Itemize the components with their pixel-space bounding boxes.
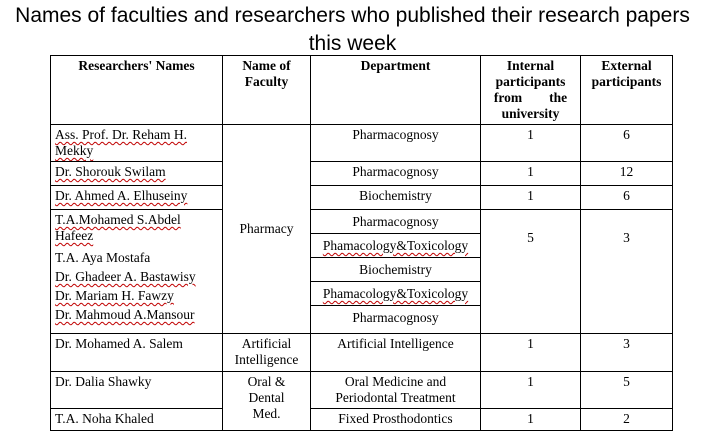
table-row-group [51, 210, 673, 334]
faculty-oral-line2: Dental [248, 390, 285, 405]
external-count: 12 [581, 162, 673, 186]
header-row [51, 56, 673, 125]
faculty-cell: Artificial Intelligence [223, 334, 311, 372]
external-count-text: 3 [623, 230, 630, 245]
external-count [581, 210, 673, 334]
researcher-name-text: T.A. Noha Khaled [55, 411, 154, 426]
faculty-oral-line3: Med. [252, 406, 281, 421]
researcher-name-text: Dr. Ghadeer A. Bastawisy [55, 269, 196, 284]
internal-count-text: 5 [527, 230, 534, 245]
faculty-oral-line1: Oral & [247, 374, 286, 389]
department-cell: Pharmacognosy [311, 125, 481, 162]
department-cell: Biochemistry [311, 258, 480, 282]
external-count: 2 [581, 409, 673, 431]
header-department: Department [311, 56, 481, 125]
department-cell: Pharmacognosy [352, 310, 439, 325]
researcher-name [51, 162, 223, 186]
header-internal-line3: university [501, 106, 560, 121]
department-cell: Fixed Prosthodontics [311, 409, 481, 431]
department-cell: Pharmacognosy [311, 162, 481, 186]
department-group [311, 210, 481, 334]
header-internal-line2: from the [493, 90, 568, 105]
department-cell: Pharmacognosy [311, 210, 480, 234]
header-researchers: Researchers' Names [51, 56, 223, 125]
researcher-name-text: Ass. Prof. Dr. Reham H. Mekky [55, 127, 187, 158]
internal-count: 1 [481, 334, 581, 372]
researcher-name [51, 210, 222, 248]
researcher-name: Dr. Mohamed A. Salem [51, 334, 223, 372]
researcher-name-text: Dr. Shorouk Swilam [55, 164, 166, 179]
researcher-name-text: T.A. Aya Mostafa [55, 250, 151, 265]
researcher-name-text: Dr. Mariam H. Fawzy [55, 288, 174, 303]
table-row [51, 125, 673, 162]
researcher-names-group [51, 210, 223, 334]
researcher-name [51, 409, 223, 431]
researcher-name [51, 125, 223, 162]
researchers-table [50, 55, 673, 431]
header-internal-line1: Internal participants [495, 58, 566, 89]
internal-count: 1 [481, 162, 581, 186]
department-cell [311, 234, 480, 258]
researcher-name-text: Dr. Ahmed A. Elhuseiny [55, 188, 188, 203]
researcher-name [51, 286, 222, 305]
external-count: 6 [581, 186, 673, 210]
faculty-cell [223, 125, 311, 334]
page-title: Names of faculties and researchers who published their research papers this week [15, 4, 690, 55]
researcher-name [51, 186, 223, 210]
department-text: Phamacology&Toxicology [322, 238, 469, 253]
header-external: External participants [581, 56, 673, 125]
department-cell: Oral Medicine and Periodontal Treatment [311, 372, 481, 409]
faculty-pharmacy: Pharmacy [239, 221, 294, 236]
researcher-name [51, 267, 222, 286]
department-cell: Artificial Intelligence [311, 334, 481, 372]
table-row [51, 186, 673, 210]
external-count: 6 [581, 125, 673, 162]
faculty-cell [223, 372, 311, 431]
researcher-name [51, 305, 222, 324]
department-cell: Biochemistry [311, 186, 481, 210]
external-count: 5 [581, 372, 673, 409]
internal-count: 1 [481, 186, 581, 210]
department-cell [311, 282, 480, 306]
header-internal [481, 56, 581, 125]
researcher-name [51, 248, 222, 267]
researcher-name-text: T.A.Mohamed S.Abdel Hafeez [55, 212, 181, 243]
table-row [51, 372, 673, 409]
header-faculty: Name of Faculty [223, 56, 311, 125]
researcher-name-text: Dr. Mahmoud A.Mansour [55, 307, 195, 322]
table-row [51, 162, 673, 186]
internal-count: 1 [481, 125, 581, 162]
table-row [51, 409, 673, 431]
external-count: 3 [581, 334, 673, 372]
researcher-name: Dr. Dalia Shawky [51, 372, 223, 409]
department-text: Phamacology&Toxicology [322, 286, 469, 301]
table-row [51, 334, 673, 372]
internal-count: 1 [481, 409, 581, 431]
internal-count [481, 210, 581, 334]
internal-count: 1 [481, 372, 581, 409]
